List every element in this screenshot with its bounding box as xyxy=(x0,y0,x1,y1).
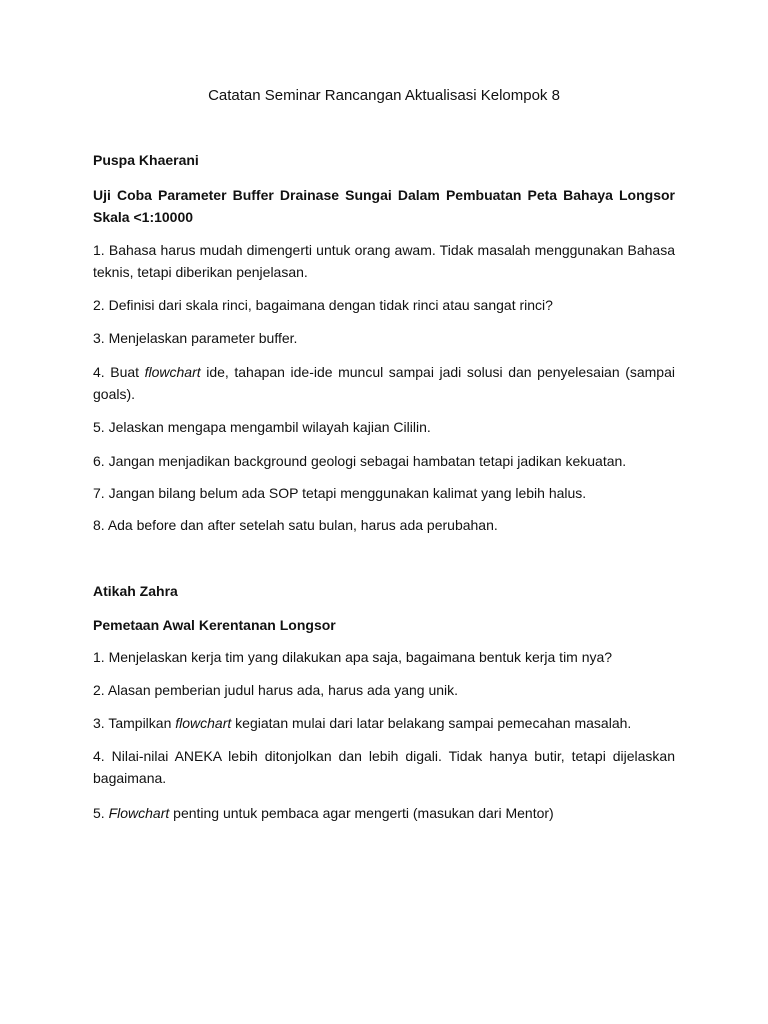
section-1-item-4: 4. Buat flowchart ide, tahapan ide-ide muncul sampai jadi solusi dan penyelesaian (sampai goals). xyxy=(93,364,675,402)
section-2-item-5: 5. Flowchart penting untuk pembaca agar mengerti (masukan dari Mentor) xyxy=(93,805,554,821)
section-1-item-6: 6. Jangan menjadikan background geologi sebagai hambatan tetapi jadikan kekuatan. xyxy=(93,453,627,469)
section-2-item-1: 1. Menjelaskan kerja tim yang dilakukan apa saja, bagaimana bentuk kerja tim nya? xyxy=(93,649,613,665)
section-1-item-3: 3. Menjelaskan parameter buffer. xyxy=(93,330,298,346)
section-2-item-2: 2. Alasan pemberian judul harus ada, harus ada yang unik. xyxy=(93,682,459,698)
section-1-item-8: 8. Ada before dan after setelah satu bulan, harus ada perubahan. xyxy=(93,517,498,533)
section-1-item-1: 1. Bahasa harus mudah dimengerti untuk orang awam. Tidak masalah menggunakan Bahasa teknis, tetapi diberikan penjelasan. xyxy=(93,242,676,280)
document-title: Catatan Seminar Rancangan Aktualisasi Kelompok 8 xyxy=(208,87,560,104)
section-2-topic: Pemetaan Awal Kerentanan Longsor xyxy=(93,617,336,633)
section-1-topic: Uji Coba Parameter Buffer Drainase Sungai Dalam Pembuatan Peta Bahaya Longsor Skala <1:10000 xyxy=(93,187,675,225)
section-2-item-4: 4. Nilai-nilai ANEKA lebih ditonjolkan dan lebih digali. Tidak hanya butir, tetapi dijelaskan bagaimana. xyxy=(93,748,676,786)
section-1-item-5: 5. Jelaskan mengapa mengambil wilayah kajian Cililin. xyxy=(93,419,431,435)
section-1-item-2: 2. Definisi dari skala rinci, bagaimana dengan tidak rinci atau sangat rinci? xyxy=(93,297,553,313)
section-2-author: Atikah Zahra xyxy=(93,583,178,599)
section-1-author: Puspa Khaerani xyxy=(93,152,199,168)
section-1-item-7: 7. Jangan bilang belum ada SOP tetapi menggunakan kalimat yang lebih halus. xyxy=(93,485,587,501)
section-2-item-3: 3. Tampilkan flowchart kegiatan mulai dari latar belakang sampai pemecahan masalah. xyxy=(93,715,632,731)
